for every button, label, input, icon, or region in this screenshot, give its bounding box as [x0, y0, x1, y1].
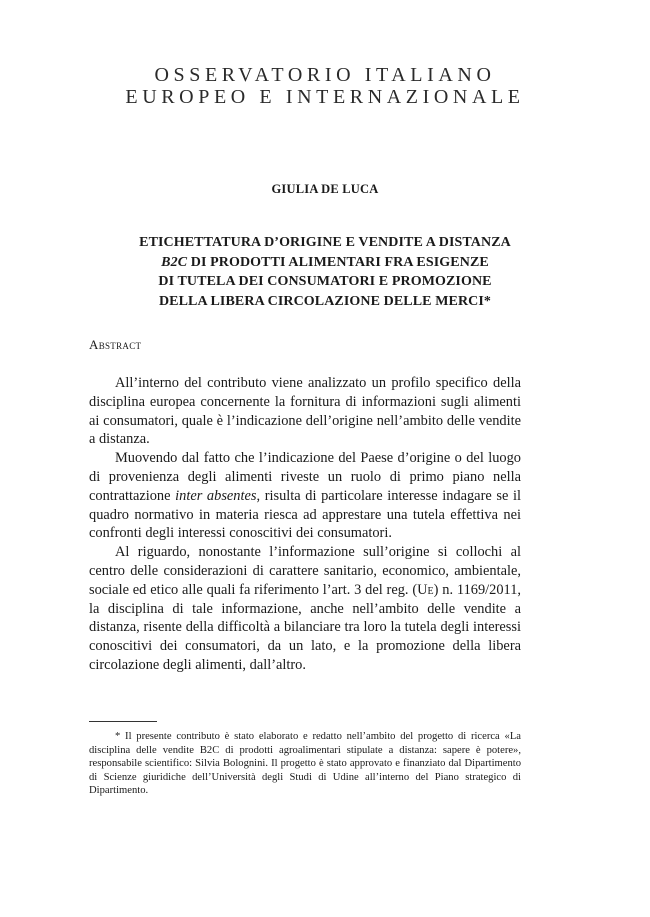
journal-title-line-2: EUROPEO E INTERNAZIONALE: [125, 86, 525, 108]
article-title-line-1: ETICHETTATURA D’ORIGINE E VENDITE A DISTANZA: [139, 235, 511, 250]
footnote: [89, 730, 521, 798]
paragraph-2-text-b: , risulta di particolare interesse indagare se il quadro normativo in materia riesca ad apprestare una tutela effettiva nei confronti degli interessi conoscitivi dei consumatori.: [89, 487, 521, 542]
article-title-b2c: B2C: [161, 254, 188, 270]
article-title-line-3: DI TUTELA DEI CONSUMATORI E PROMOZIONE: [158, 274, 492, 289]
footnote-text: * Il presente contributo è stato elaborato e redatto nell’ambito del progetto di ricerca «La disciplina delle vendite B2C di prodotti agroalimentari stipulate a distanza: sapere è potere», responsabile scientifico: Silvia Bolognini. Il progetto è stato approvato e finanziato dal Dipartimento di Scienze giuridiche dell’Università degli Studi di Udine all’interno del Piano strategico di Dipartimento.: [89, 731, 521, 796]
abstract-paragraph-3: [89, 543, 521, 675]
footnote-separator: [89, 721, 157, 722]
author-name: GIULIA DE LUCA: [271, 182, 379, 196]
journal-title-line-1: OSSERVATORIO ITALIANO: [154, 64, 496, 86]
paragraph-2-italic: inter absentes: [175, 487, 257, 504]
journal-title: [0, 64, 650, 108]
abstract-heading: Abstract: [89, 337, 142, 352]
paragraph-3-text-b: ) n. 1169/2011, la disciplina di tale informazione, anche nell’ambito delle vendite a distanza, risente della difficoltà a bilanciare tra loro la tutela degli interessi conoscitivi dei consumatori, da un lato, e la promozione della libera circolazione degli alimenti, dall’altro.: [89, 581, 521, 673]
paragraph-3-text-a: Al riguardo, nonostante l’informazione sull’origine si collochi al centro delle considerazioni di carattere sanitario, economico, ambientale, sociale ed etico alle quali fa riferimento l’art. 3 del reg. (: [89, 544, 521, 598]
abstract-paragraph-2: [89, 449, 521, 543]
article-title: [60, 233, 590, 311]
article-title-line-2: [60, 253, 590, 273]
abstract-paragraph-1: All’interno del contributo viene analizzato un profilo specifico della disciplina europea concernente la fornitura di informazioni sugli alimenti ai consumatori, quale è l’indicazione dell’origine nell’ambito delle vendite a distanza.: [89, 375, 521, 448]
paragraph-2-text-a: Muovendo dal fatto che l’indicazione del Paese d’origine o del luogo di provenienza degli alimenti riveste un ruolo di primo piano nella contrattazione: [89, 450, 521, 504]
abstract-body: [89, 374, 521, 675]
article-title-line-4: DELLA LIBERA CIRCOLAZIONE DELLE MERCI*: [158, 293, 492, 309]
paragraph-3-smallcaps: Ue: [417, 581, 434, 598]
article-title-line-2-rest: DI PRODOTTI ALIMENTARI FRA ESIGENZE: [187, 254, 489, 270]
